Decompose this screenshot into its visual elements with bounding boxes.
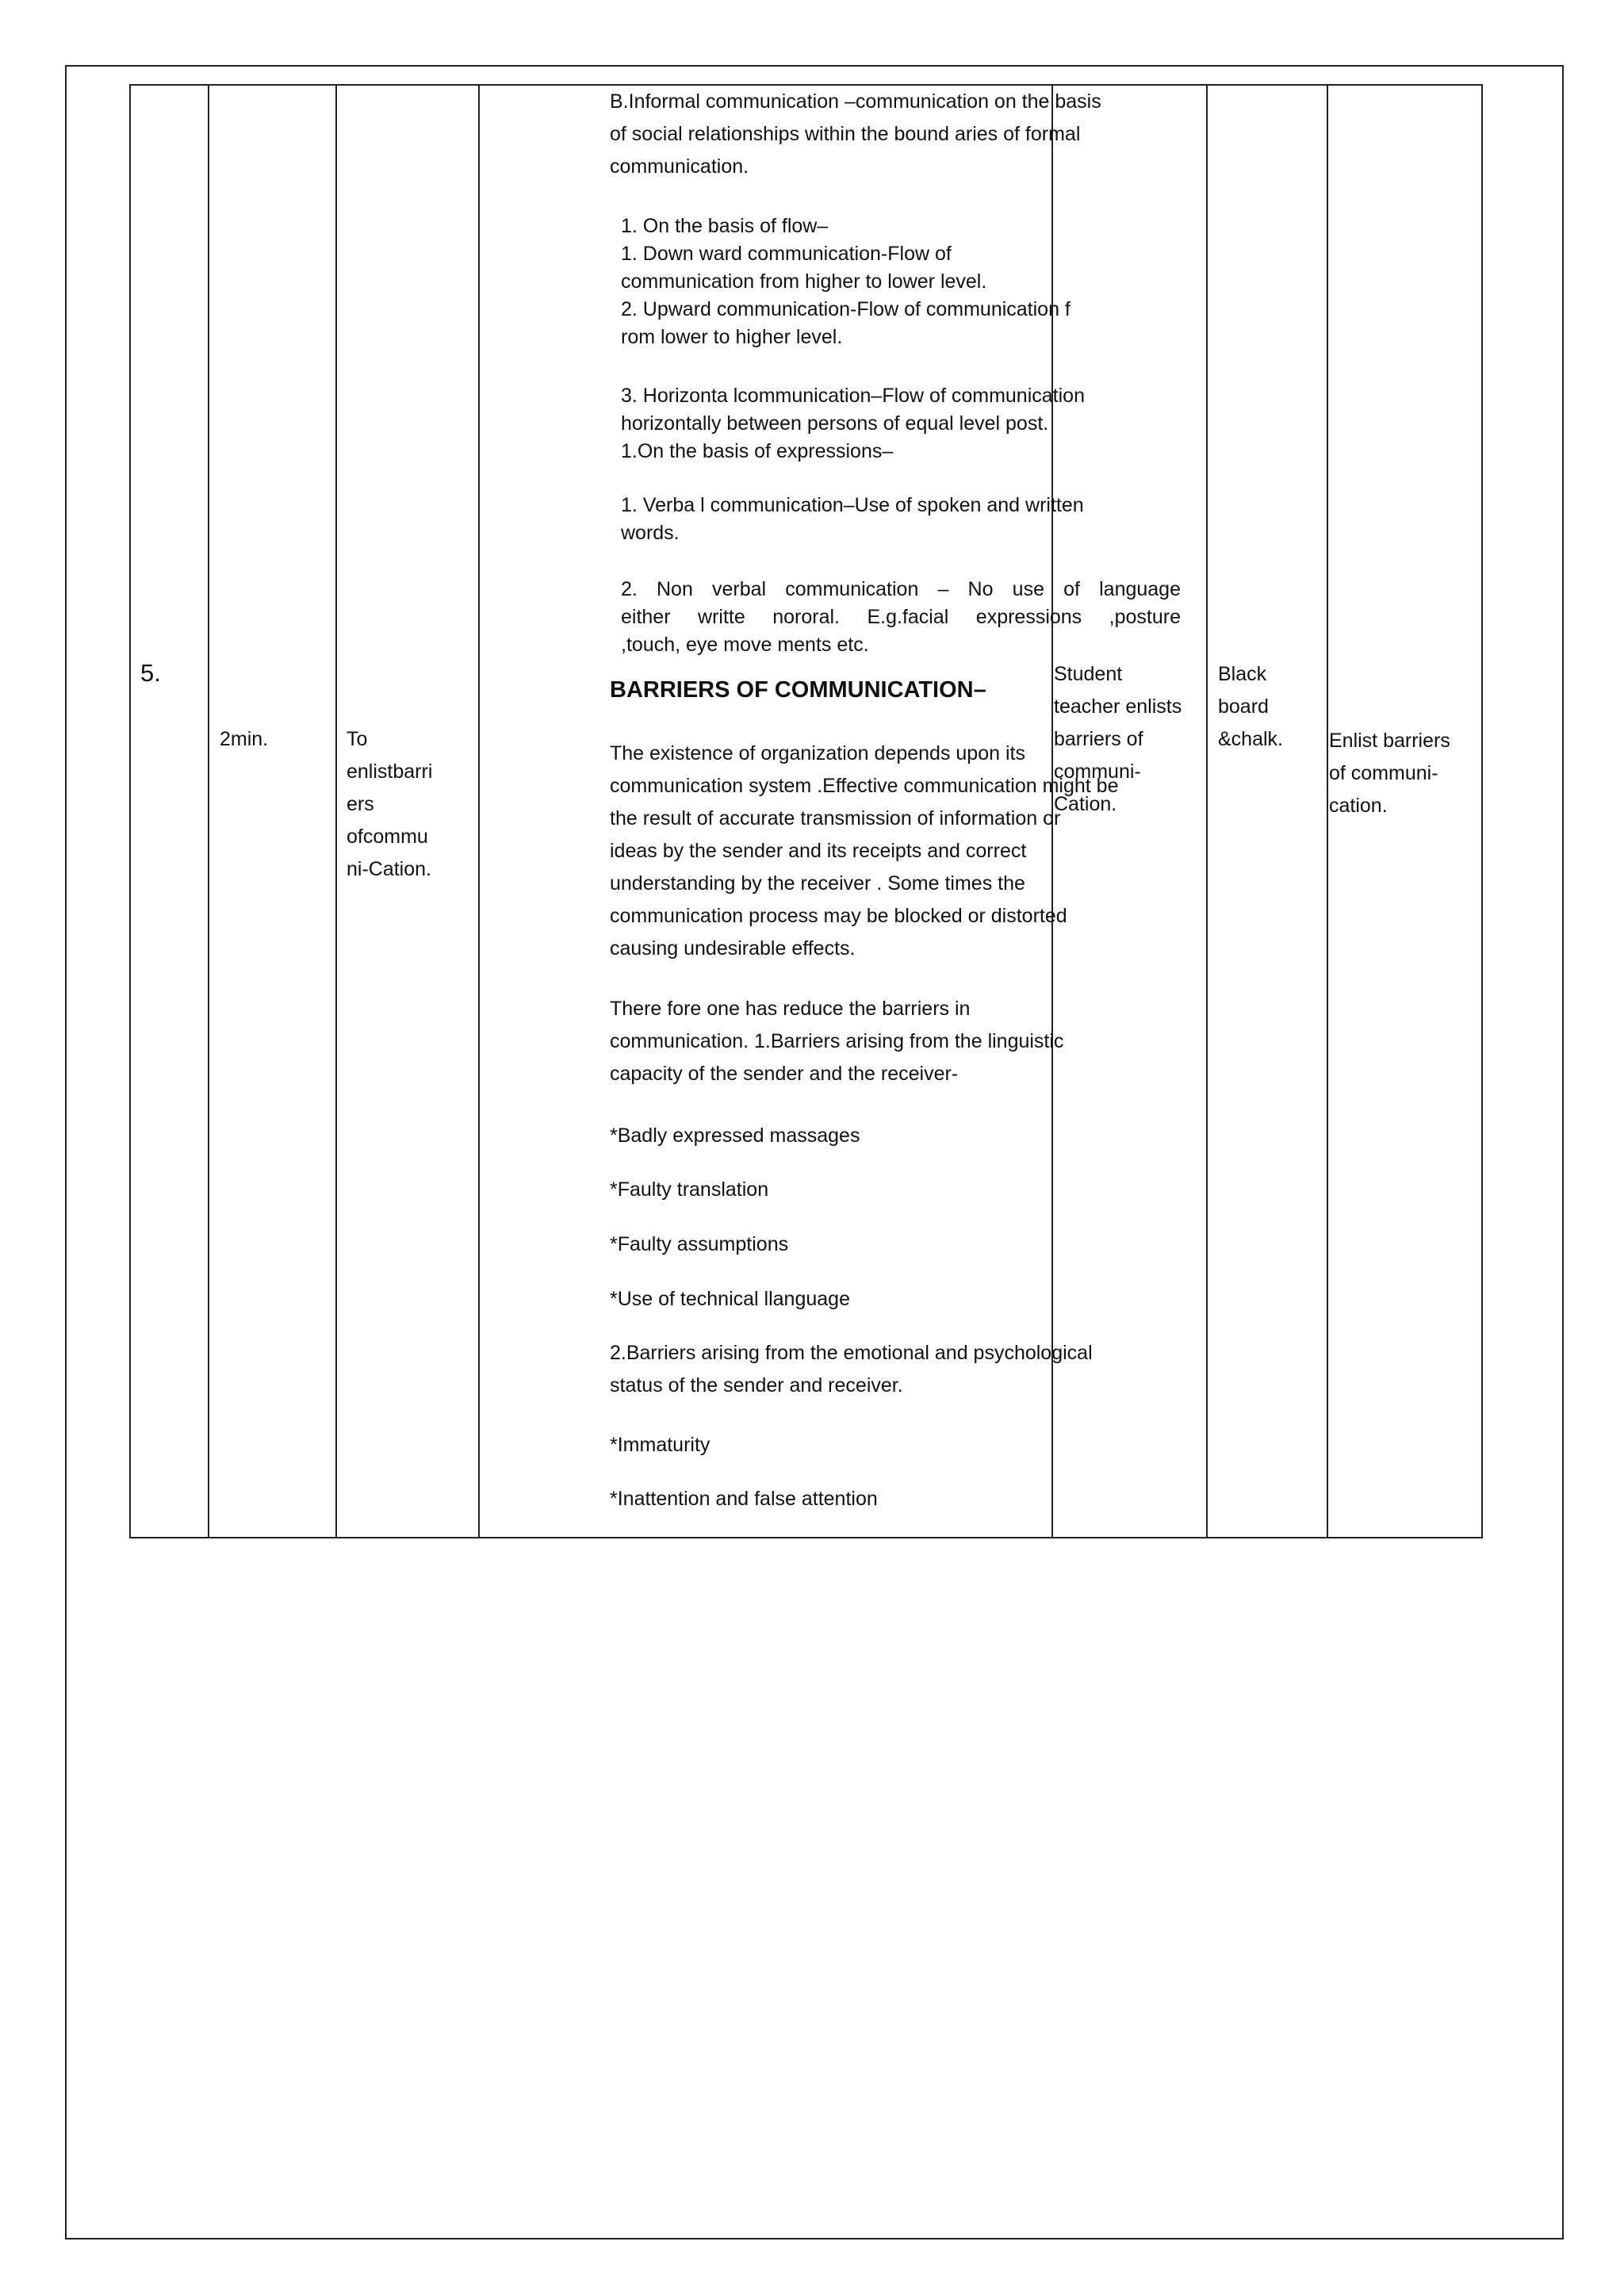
- activity-line: teacher enlists: [1054, 695, 1182, 718]
- text-line: communication. 1.Barriers arising from the linguistic: [610, 1030, 1064, 1052]
- barriers-heading: BARRIERS OF COMMUNICATION–: [610, 677, 986, 703]
- therefore-paragraph: [610, 993, 1181, 1090]
- objective-line: enlistbarri: [347, 761, 433, 783]
- text-line: status of the sender and receiver.: [610, 1374, 903, 1397]
- evaluation-line: of communi-: [1329, 762, 1438, 784]
- text-line: 1. On the basis of flow–: [621, 215, 829, 237]
- text-line: ideas by the sender and its receipts and correct: [610, 840, 1027, 862]
- column-divider: [335, 86, 337, 1537]
- text-line: 1. Down ward communication-Flow of: [621, 243, 952, 265]
- text-line: causing undesirable effects.: [610, 937, 856, 960]
- activity-line: barriers of: [1054, 728, 1143, 750]
- activity-line: communi-: [1054, 761, 1141, 783]
- objective-line: ers: [347, 793, 374, 815]
- text-line: understanding by the receiver . Some times the: [610, 872, 1025, 895]
- text-line: communication from higher to lower level.: [621, 270, 987, 293]
- barrier-item: *Faulty assumptions: [610, 1233, 789, 1255]
- objective-line: ni-Cation.: [347, 858, 431, 880]
- text-line: 1. Verba l communication–Use of spoken and written: [621, 494, 1084, 516]
- emotional-paragraph: [610, 1337, 1181, 1402]
- activity-cell: [1054, 658, 1203, 821]
- text-line: communication.: [610, 155, 749, 178]
- objective-line: To: [347, 728, 368, 750]
- column-divider: [1327, 86, 1328, 1537]
- aids-line: &chalk.: [1218, 728, 1283, 750]
- text-line: 1.On the basis of expressions–: [621, 440, 894, 462]
- text-line: 2.Barriers arising from the emotional and psychological: [610, 1342, 1093, 1364]
- evaluation-line: Enlist barriers: [1329, 730, 1450, 752]
- text-line: The existence of organization depends upon its: [610, 742, 1025, 764]
- horizontal-paragraph: [610, 382, 1181, 466]
- evaluation-cell: [1329, 725, 1480, 822]
- text-line: words.: [621, 522, 680, 544]
- text-line: the result of accurate transmission of information or: [610, 807, 1061, 829]
- time-allotted: 2min.: [220, 728, 269, 750]
- nonverbal-paragraph: [610, 576, 1181, 659]
- aids-line: board: [1218, 695, 1269, 718]
- objective-cell: [347, 723, 473, 886]
- text-line: There fore one has reduce the barriers in: [610, 998, 971, 1020]
- evaluation-line: cation.: [1329, 795, 1388, 817]
- objective-line: ofcommu: [347, 826, 428, 848]
- barrier-item: *Badly expressed massages: [610, 1125, 860, 1147]
- text-line: ,touch, eye move ments etc.: [621, 634, 869, 656]
- lesson-plan-table: [129, 84, 1483, 1538]
- activity-line: Student: [1054, 663, 1123, 685]
- barrier-item: *Immaturity: [610, 1434, 710, 1456]
- text-line: horizontally between persons of equal level post.: [621, 412, 1049, 435]
- text-line: B.Informal communication –communication on the basis: [610, 90, 1101, 113]
- serial-number: 5.: [140, 659, 161, 687]
- text-line: either writte nororal. E.g.facial expressions ,posture: [621, 606, 1181, 628]
- verbal-paragraph: [610, 492, 1181, 547]
- text-line: communication system .Effective communication might be: [610, 775, 1119, 797]
- barrier-item: *Use of technical llanguage: [610, 1288, 850, 1310]
- text-line: 2. Non verbal communication – No use of language: [621, 578, 1181, 600]
- flow-paragraph: [610, 213, 1181, 351]
- barrier-item: *Inattention and false attention: [610, 1488, 878, 1510]
- column-divider: [1206, 86, 1208, 1537]
- text-line: 2. Upward communication-Flow of communication f: [621, 298, 1071, 320]
- activity-line: Cation.: [1054, 793, 1117, 815]
- text-line: communication process may be blocked or distorted: [610, 905, 1067, 927]
- text-line: rom lower to higher level.: [621, 326, 843, 348]
- text-line: capacity of the sender and the receiver-: [610, 1063, 959, 1085]
- text-line: of social relationships within the bound aries of formal: [610, 123, 1081, 145]
- column-divider: [478, 86, 480, 1537]
- aids-line: Black: [1218, 663, 1267, 685]
- barrier-item: *Faulty translation: [610, 1178, 769, 1201]
- text-line: 3. Horizonta lcommunication–Flow of communication: [621, 385, 1085, 407]
- column-divider: [208, 86, 209, 1537]
- informal-paragraph: [610, 86, 1181, 183]
- teaching-aids-cell: [1218, 658, 1321, 756]
